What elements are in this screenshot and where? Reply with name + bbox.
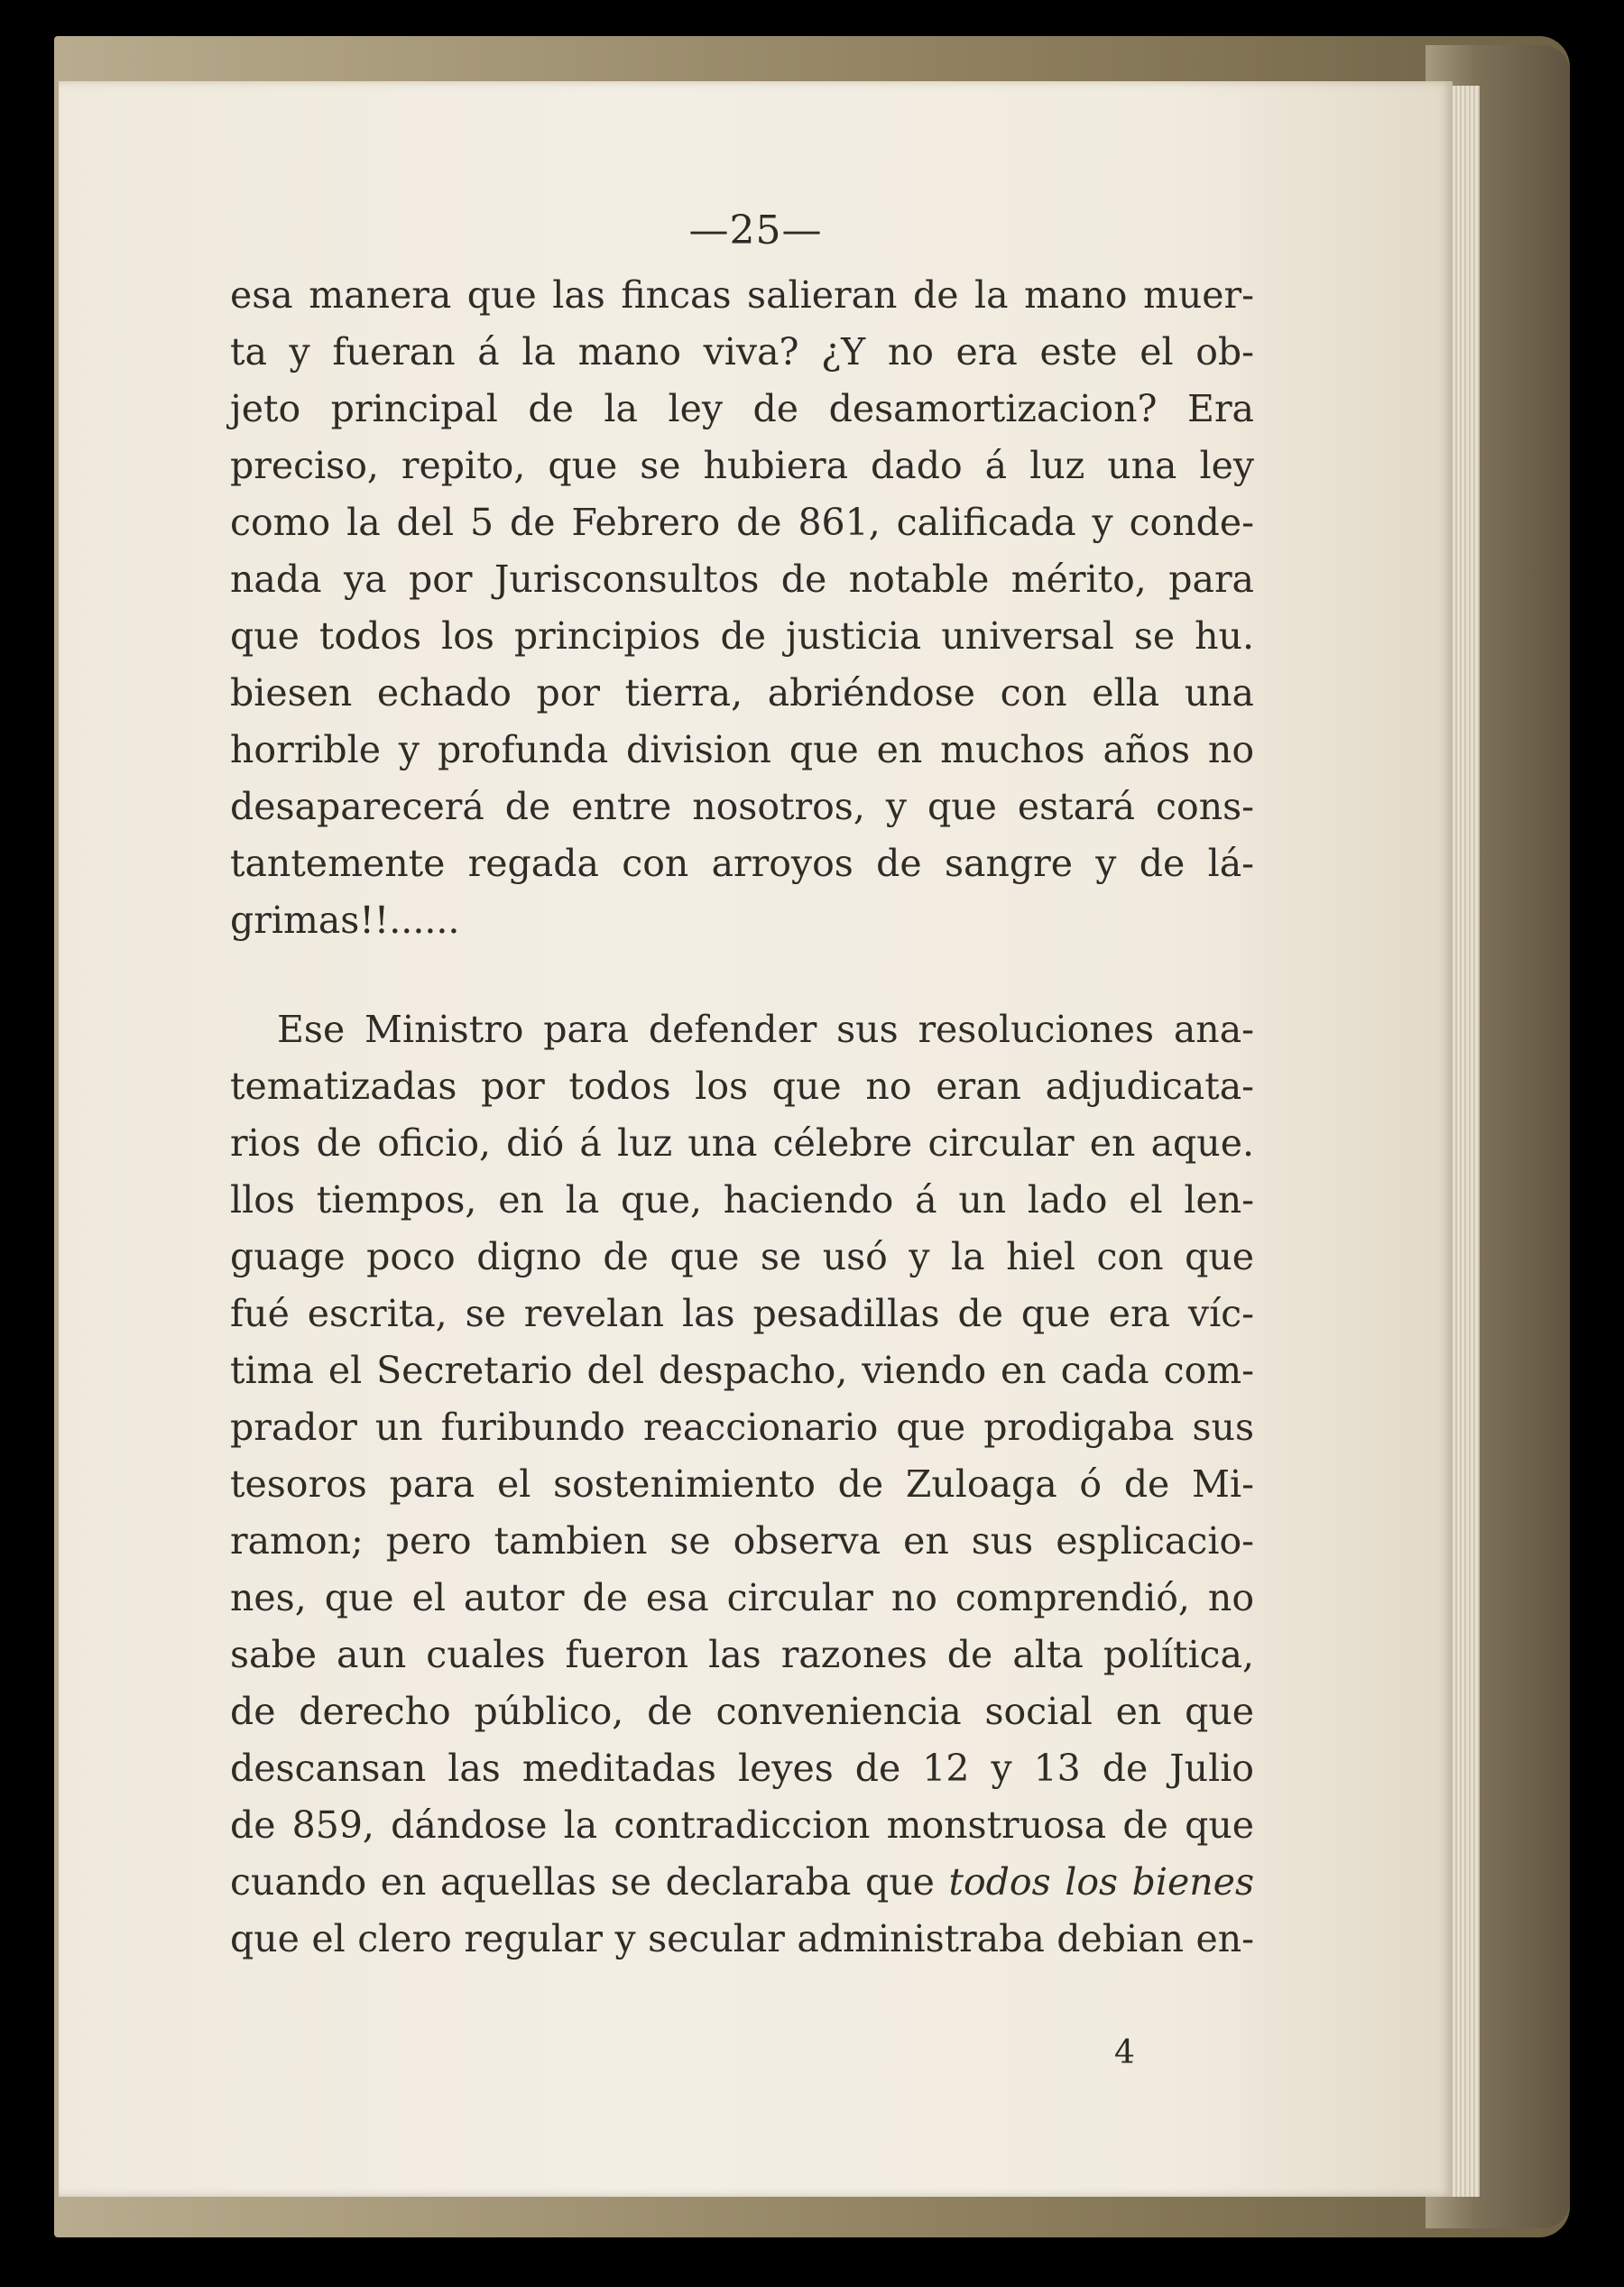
text-line: prador un furibundo reaccionario que prodigaba sus	[230, 1406, 1254, 1449]
signature-mark: 4	[1114, 2034, 1135, 2071]
text-line: preciso, repito, que se hubiera dado á luz una ley	[230, 444, 1254, 487]
text-line: como la del 5 de Febrero de 861, calificada y conde-	[230, 501, 1254, 544]
text-line: desaparecerá de entre nosotros, y que estará cons-	[230, 785, 1254, 828]
text-line: fué escrita, se revelan las pesadillas de que era víc-	[230, 1292, 1254, 1335]
text-line: descansan las meditadas leyes de 12 y 13 de Julio	[230, 1747, 1254, 1790]
text-line: Ese Ministro para defender sus resoluciones ana-	[277, 1008, 1254, 1051]
text-italic: todos los bienes	[948, 1860, 1254, 1904]
text-line: de derecho público, de conveniencia social en que	[230, 1690, 1254, 1733]
body-text	[230, 267, 1254, 1968]
text-line: tantemente regada con arroyos de sangre y de lá-	[230, 842, 1254, 885]
text-line: tematizadas por todos los que no eran adjudicata-	[230, 1065, 1254, 1108]
text-line: nes, que el autor de esa circular no comprendió, no	[230, 1576, 1254, 1619]
text-line: esa manera que las fincas salieran de la mano muer-	[230, 273, 1254, 317]
text-line: ta y fueran á la mano viva? ¿Y no era este el ob-	[230, 330, 1254, 373]
text-line: horrible y profunda division que en muchos años no	[230, 728, 1254, 771]
text-regular: cuando en aquellas se declaraba que	[230, 1860, 949, 1904]
text-line: tesoros para el sostenimiento de Zuloaga ó de Mi-	[230, 1462, 1254, 1506]
text-line: rios de oficio, dió á luz una célebre circular en aque.	[230, 1121, 1254, 1165]
text-line-mixed	[230, 1854, 1254, 1911]
page-number: —25—	[688, 207, 823, 254]
text-line: que todos los principios de justicia universal se hu.	[230, 614, 1254, 658]
paragraph-gap	[230, 949, 1254, 1001]
text-line: ramon; pero tambien se observa en sus esplicacio-	[230, 1519, 1254, 1563]
text-line: de 859, dándose la contradiccion monstruosa de que	[230, 1803, 1254, 1847]
text-line: tima el Secretario del despacho, viendo en cada com-	[230, 1349, 1254, 1392]
text-line: guage poco digno de que se usó y la hiel con que	[230, 1235, 1254, 1278]
text-line-italic: que el clero regular y secular administraba debian en-	[230, 1917, 1254, 1960]
text-line: biesen echado por tierra, abriéndose con ella una	[230, 671, 1254, 715]
text-line: nada ya por Jurisconsultos de notable mérito, para	[230, 558, 1254, 601]
book-page	[59, 81, 1453, 2197]
text-line: jeto principal de la ley de desamortizacion? Era	[230, 387, 1254, 430]
text-line: llos tiempos, en la que, haciendo á un lado el len-	[230, 1178, 1254, 1222]
text-line: grimas!!......	[230, 899, 460, 942]
text-line: sabe aun cuales fueron las razones de alta política,	[230, 1633, 1254, 1676]
